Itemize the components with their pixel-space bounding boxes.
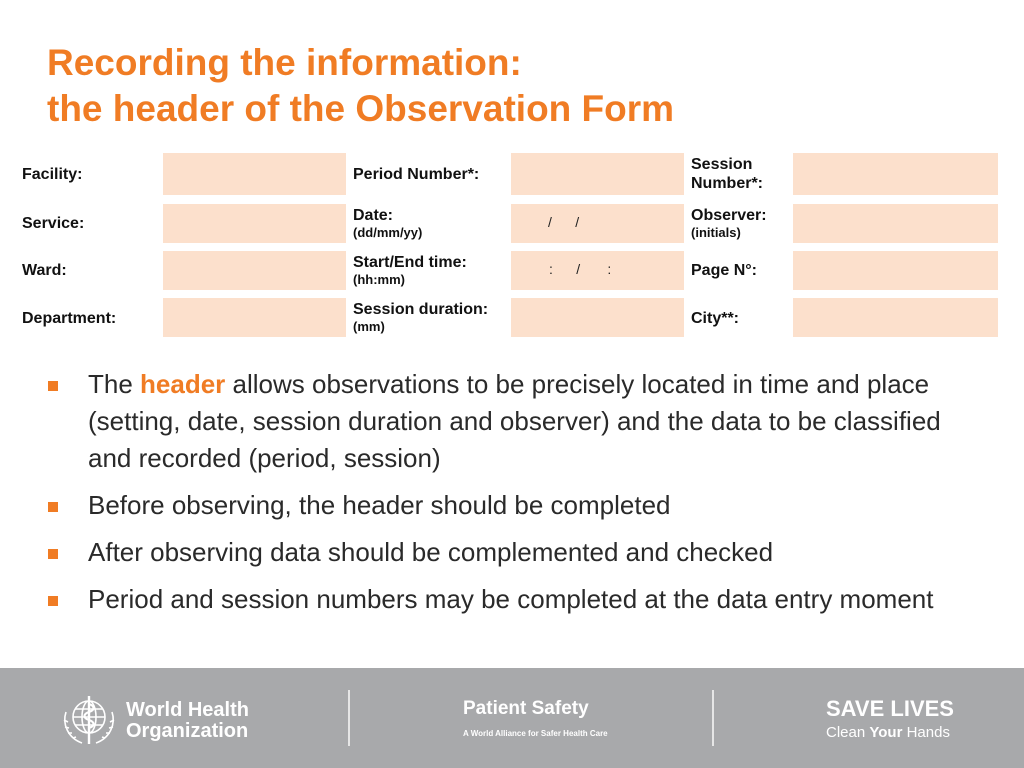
who-wordmark <box>126 700 249 742</box>
time-field-placeholder: : / : <box>549 261 612 277</box>
service-field[interactable] <box>163 204 346 243</box>
period-number-label <box>353 165 479 184</box>
observer-format-hint: (initials) <box>691 225 741 240</box>
patient-safety-tagline: A World Alliance for Safer Health Care <box>463 729 608 738</box>
date-label-text: Date: <box>353 207 394 224</box>
bullet-square-icon <box>48 549 58 559</box>
observer-field[interactable] <box>793 204 998 243</box>
save-lives-title: SAVE LIVES <box>826 696 954 721</box>
bullet-highlight: header <box>140 369 226 399</box>
patient-safety-title: Patient Safety <box>463 698 589 719</box>
observation-form-header <box>0 152 1024 338</box>
bullet-square-icon <box>48 381 58 391</box>
ward-field[interactable] <box>163 251 346 290</box>
session-number-label-line-1: Session <box>691 156 753 173</box>
tagline-part: Clean <box>826 724 870 741</box>
bullet-square-icon <box>48 502 58 512</box>
bullet-item <box>48 534 968 571</box>
session-number-label-line-2: Number*: <box>691 175 764 192</box>
bullet-item <box>48 581 968 618</box>
tagline-part: Hands <box>902 724 950 741</box>
session-duration-label-text: Session duration: <box>353 301 489 318</box>
observer-label <box>691 206 767 240</box>
tagline-bold-part: Your <box>869 724 903 741</box>
bullet-item <box>48 366 968 477</box>
session-duration-label <box>353 300 488 334</box>
date-field[interactable] <box>511 204 684 243</box>
who-wordmark-line-2: Organization <box>126 720 249 742</box>
date-format-hint: (dd/mm/yy) <box>353 225 423 240</box>
who-emblem-icon <box>60 690 118 748</box>
page-number-label: Page N°: <box>691 262 757 279</box>
facility-label: Facility: <box>22 166 83 183</box>
start-end-time-field[interactable] <box>511 251 684 290</box>
bullet-text: The <box>88 369 141 399</box>
who-wordmark-line-1: World Health <box>126 699 249 721</box>
title-line-1: Recording the information: <box>47 42 522 83</box>
period-number-field[interactable] <box>511 153 684 195</box>
facility-field[interactable] <box>163 153 346 195</box>
session-duration-field[interactable] <box>511 298 684 337</box>
footer-divider <box>348 690 350 746</box>
bullet-text: allows observations to be precisely located in time and place (setting, date, session duration and observer) and the data to be classified and recorded (period, session) <box>88 369 941 473</box>
start-end-time-label-text: Start/End time: <box>353 254 467 271</box>
city-field[interactable] <box>793 298 998 337</box>
date-label <box>353 206 422 240</box>
city-label: City**: <box>691 310 740 327</box>
bullet-list <box>48 366 968 628</box>
start-end-time-label <box>353 253 467 287</box>
time-format-hint: (hh:mm) <box>353 272 405 287</box>
page-number-field[interactable] <box>793 251 998 290</box>
slide-title <box>47 40 674 132</box>
footer-bar <box>0 668 1024 768</box>
department-label: Department: <box>22 310 117 327</box>
period-number-label-text: Period Number*: <box>353 166 480 183</box>
bullet-item <box>48 487 968 524</box>
title-line-2: the header of the Observation Form <box>47 88 675 129</box>
ward-label: Ward: <box>22 262 67 279</box>
service-label: Service: <box>22 215 85 232</box>
bullet-text: After observing data should be complemented and checked <box>88 537 774 567</box>
footer-divider <box>712 690 714 746</box>
bullet-text: Before observing, the header should be completed <box>88 490 671 520</box>
department-field[interactable] <box>163 298 346 337</box>
bullet-square-icon <box>48 596 58 606</box>
bullet-text: Period and session numbers may be completed at the data entry moment <box>88 584 934 614</box>
duration-format-hint: (mm) <box>353 319 385 334</box>
date-field-placeholder: / / <box>548 214 580 230</box>
session-number-label <box>691 155 763 193</box>
observer-label-text: Observer: <box>691 207 767 224</box>
clean-your-hands-tagline <box>826 724 950 741</box>
session-number-field[interactable] <box>793 153 998 195</box>
